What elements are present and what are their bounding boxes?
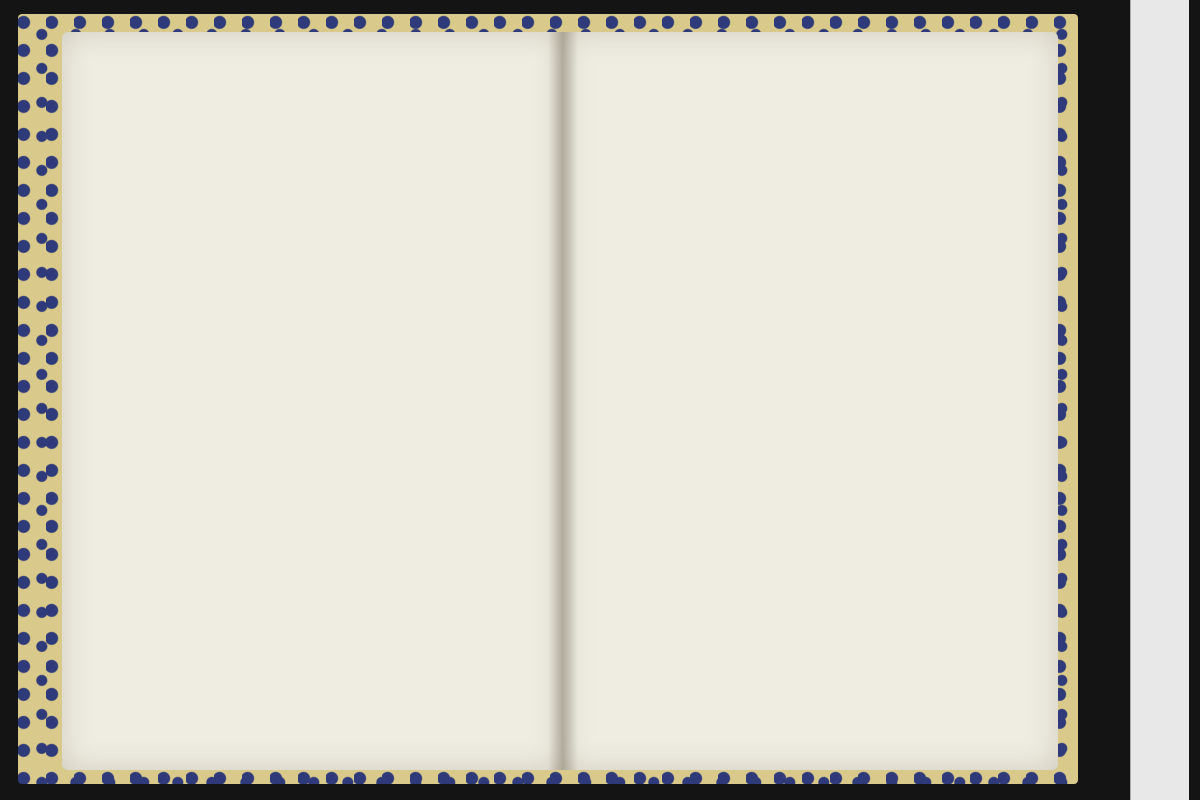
scale-ruler (1130, 0, 1189, 800)
left-page (62, 32, 562, 770)
book-gutter (548, 32, 578, 770)
right-page (562, 32, 1058, 770)
